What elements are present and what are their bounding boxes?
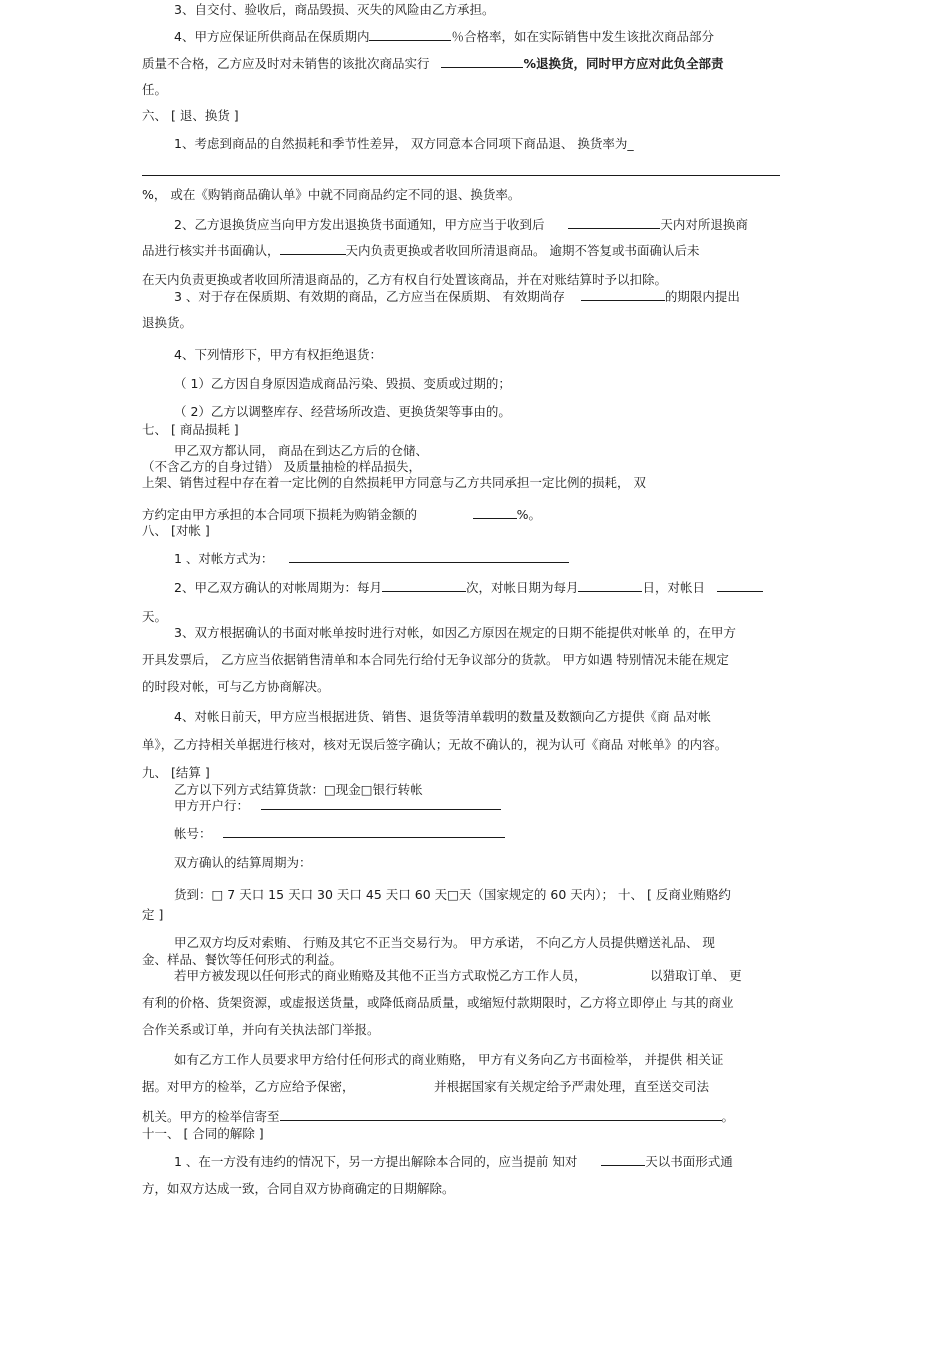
blank-field xyxy=(223,826,505,838)
text-line: 机关。甲方的检举信寄至 。 xyxy=(142,1109,735,1124)
section-heading-7: 七、 [ 商品损耗 ] xyxy=(142,422,239,437)
clause-8-2: 2、甲乙双方确认的对帐周期为：每月 次，对帐日期为每月 日，对帐日 xyxy=(174,580,763,596)
text-line: 若甲方被发现以任何形式的商业贿赂及其他不正当方式取悦乙方工作人员， 以猎取订单、 更 xyxy=(174,968,742,983)
list-item: （ 2）乙方以调整库存、经营场所改造、更换货架等事由的。 xyxy=(174,404,511,419)
clause-8-1: 1 、对帐方式为： xyxy=(174,551,569,567)
clause-6-2: 2、乙方退换货应当向甲方发出退换货书面通知，甲方应当于收到后 天内对所退换商 xyxy=(174,217,748,232)
clause-10: 甲乙双方均反对索贿、 行贿及其它不正当交易行为。 甲方承诺， 不向乙方人员提供赠送礼品、 现 xyxy=(174,935,715,950)
blank-field xyxy=(581,289,665,301)
blank-field xyxy=(601,1154,645,1166)
clause-6-1: 1、考虑到商品的自然损耗和季节性差异， 双方同意本合同项下商品退、 换货率为_ xyxy=(174,136,634,151)
blank-field xyxy=(568,217,660,229)
text-line: 如有乙方工作人员要求甲方给付任何形式的商业贿赂， 甲方有义务向乙方书面检举， 并提供 相关证 xyxy=(174,1052,724,1067)
text-line: 退换货。 xyxy=(142,315,193,330)
text-line: 天。 xyxy=(142,609,168,624)
clause-7: 甲乙双方都认同， 商品在到达乙方后的仓储、 xyxy=(174,443,428,458)
blank-field xyxy=(578,580,642,592)
section-heading-10: 定 ] xyxy=(142,907,164,922)
section-heading-9: 九、 [结算 ] xyxy=(142,765,210,780)
clause-8-3: 3、双方根据确认的书面对帐单按时进行对帐，如因乙方原因在规定的日期不能提供对帐单 的，在甲方 xyxy=(174,625,736,640)
text-line: 任。 xyxy=(142,82,168,97)
account-field: 帐号： xyxy=(174,826,505,842)
clause-6-3: 3 、对于存在保质期、有效期的商品，乙方应当在保质期、 有效期尚存 的期限内提出 xyxy=(174,289,740,304)
text-line: 质量不合格，乙方应及时对未销售的该批次商品实行 %退换货，同时甲方应对此负全部责 xyxy=(142,56,724,71)
section-heading-8: 八、 [对帐 ] xyxy=(142,523,210,538)
text-line: 双方确认的结算周期为： xyxy=(174,855,312,870)
text-line: 方约定由甲方承担的本合同项下损耗为购销金额的 %。 xyxy=(142,507,542,522)
blank-field xyxy=(369,29,451,41)
text-line: 金、样品、餐饮等任何形式的利益。 xyxy=(142,952,343,967)
text-line: 合作关系或订单，并向有关执法部门举报。 xyxy=(142,1022,380,1037)
blank-field xyxy=(441,56,523,68)
text-line: 有利的价格、货架资源，或虚报送货量，或降低商品质量，或缩短付款期限时，乙方将立即停止 与其的商业 xyxy=(142,995,734,1010)
text-line: 开具发票后， 乙方应当依据销售清单和本合同先行给付无争议部分的货款。 甲方如遇 特别情况未能在规定 xyxy=(142,652,729,667)
clause-11-1: 1 、在一方没有违约的情况下，另一方提出解除本合同的，应当提前 知对 天以书面形式通 xyxy=(174,1154,733,1169)
text-line: 据。对甲方的检举，乙方应给予保密， 并根据国家有关规定给予严肃处理，直至送交司法 xyxy=(142,1079,709,1094)
text-line: 上架、销售过程中存在着一定比例的自然损耗甲方同意与乙方共同承担一定比例的损耗， 双 xyxy=(142,475,646,490)
text-line: 品进行核实并书面确认， 天内负责更换或者收回所清退商品。 逾期不答复或书面确认后未 xyxy=(142,243,700,258)
text-line: 在天内负责更换或者收回所清退商品的，乙方有权自行处置该商品，并在对账结算时予以扣除。 xyxy=(142,272,668,287)
text-line: 货到：□ 7 天口 15 天口 30 天口 45 天口 60 天□天（国家规定的 60 天内）； 十、 [ 反商业贿赂约 xyxy=(174,887,731,902)
list-item: （ 1）乙方因自身原因造成商品污染、毁损、变质或过期的； xyxy=(174,376,511,391)
blank-field xyxy=(280,243,346,255)
blank-field xyxy=(142,175,780,176)
text-line: %， 或在《购销商品确认单》中就不同商品约定不同的退、换货率。 xyxy=(142,187,521,202)
blank-field xyxy=(382,580,466,592)
blank-field xyxy=(717,580,763,592)
blank-field xyxy=(473,507,517,519)
section-heading-6: 六、 [ 退、换货 ] xyxy=(142,108,239,123)
clause-8-4: 4、对帐日前天，甲方应当根据进货、销售、退货等清单载明的数量及数额向乙方提供《商 品对帐 xyxy=(174,709,711,724)
clause-9: 乙方以下列方式结算货款：□现金□银行转帐 xyxy=(174,782,423,797)
clause-6-4: 4、下列情形下，甲方有权拒绝退货： xyxy=(174,347,382,362)
bank-field: 甲方开户行： xyxy=(174,798,501,814)
section-heading-11: 十一、 [ 合同的解除 ] xyxy=(142,1126,264,1141)
blank-field xyxy=(261,798,501,810)
blank-field xyxy=(289,551,569,563)
clause-5-3: 3、自交付、验收后，商品毁损、灭失的风险由乙方承担。 xyxy=(174,2,495,17)
blank-field xyxy=(280,1109,722,1121)
clause-5-4: 4、甲方应保证所供商品在保质期内 ％合格率，如在实际销售中发生该批次商品部分 xyxy=(174,29,714,44)
text-line: 的时段对帐，可与乙方协商解决。 xyxy=(142,679,330,694)
text-line: 单》，乙方持相关单据进行核对，核对无误后签字确认；无故不确认的，视为认可《商品 对帐单》的内容。 xyxy=(142,737,728,752)
text-line: （不含乙方的自身过错） 及质量抽检的样品损失， xyxy=(142,459,421,474)
text-line: 方，如双方达成一致，合同自双方协商确定的日期解除。 xyxy=(142,1181,455,1196)
